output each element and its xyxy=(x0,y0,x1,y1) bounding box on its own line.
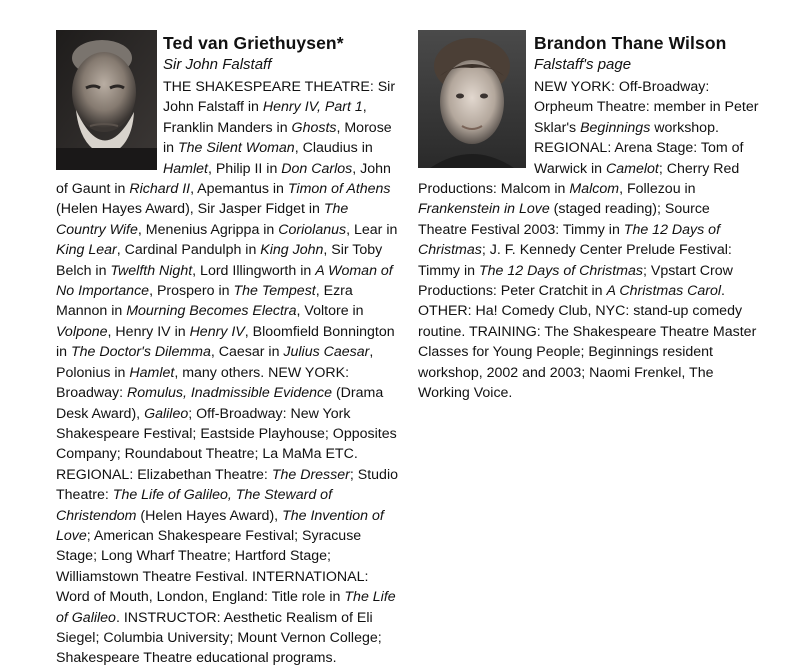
bio-text: , Prospero in xyxy=(149,283,234,300)
bio-text: , Lord Illingworth in xyxy=(192,262,316,279)
work-title: Volpone xyxy=(56,323,108,340)
work-title: Mourning Becomes Electra xyxy=(126,303,297,320)
bio-text: , Apemantus in xyxy=(190,181,288,198)
work-title: The Dresser xyxy=(271,466,350,483)
headshot-ted-van-griethuysen xyxy=(56,30,157,170)
work-title: Beginnings xyxy=(580,119,651,136)
bio-text: , Cardinal Pandulph in xyxy=(116,242,261,259)
work-title: Ghosts xyxy=(291,119,337,136)
bio-ted-van-griethuysen xyxy=(56,30,401,669)
bio-text: (Drama Desk Award), xyxy=(56,385,384,422)
work-title: The Life of Galileo xyxy=(56,589,396,626)
bio-text: , John of Gaunt in xyxy=(56,160,391,198)
bio-text: , Menenius Agrippa in xyxy=(137,221,279,238)
bio-text: ; Studio Theatre: xyxy=(56,466,398,504)
bio-text: , Franklin Manders in xyxy=(163,99,367,136)
bio-text: , Follezou in xyxy=(619,181,696,198)
work-title: The Doctor's Dilemma xyxy=(70,344,211,361)
bio-text: , Morose in xyxy=(163,119,392,157)
bio-text: ; American Shakespeare Festival; Syracuse Stage; Long Wharf Theatre; Hartford Stage; Williamstown Theatre Festival. INTERNATIONAL: Word of Mouth, London, England: Title role in xyxy=(56,527,369,606)
work-title: Timon of Athens xyxy=(287,181,391,198)
work-title: Coriolanus xyxy=(278,221,347,238)
bio-text: , Ezra Mannon in xyxy=(56,283,353,320)
work-title: Romulus, Inadmissible Evidence xyxy=(126,385,333,402)
work-title: Camelot xyxy=(606,160,659,177)
bio-text: , Henry IV in xyxy=(107,323,190,340)
bio-text: , Polonius in xyxy=(56,344,374,381)
performer-role: Falstaff's page xyxy=(534,56,632,73)
work-title: Hamlet xyxy=(129,364,175,381)
work-title: King Lear xyxy=(56,242,117,259)
work-title: Malcom xyxy=(569,181,620,198)
work-title: The Country Wife xyxy=(56,201,349,238)
work-title: Galileo xyxy=(144,405,189,422)
bio-text: ; Off-Broadway: New York Shakespeare Festival; Eastside Playhouse; Opposites Company; Roundabout Theatre; La MaMa ETC. REGIONAL: Elizabethan Theatre: xyxy=(56,405,397,483)
work-title: Don Carlos xyxy=(281,160,353,177)
bio-text: , Claudius in xyxy=(294,140,373,157)
work-title: The 12 Days of Christmas xyxy=(478,262,643,279)
bio-text: (staged reading); Source Theatre Festival 2003: Timmy in xyxy=(418,201,710,238)
bio-text: , Bloomfield Bonnington in xyxy=(56,323,395,361)
work-title: The 12 Days of Christmas xyxy=(418,221,721,259)
work-title: A Christmas Carol xyxy=(606,283,722,300)
work-title: Julius Caesar xyxy=(283,344,370,361)
bio-text: ; Vpstart Crow Productions: Peter Cratchit in xyxy=(418,262,733,300)
performer-role: Sir John Falstaff xyxy=(163,56,272,73)
work-title: Henry IV, Part 1 xyxy=(262,99,363,116)
work-title: Frankenstein in Love xyxy=(418,201,550,218)
bio-text: workshop. REGIONAL: Arena Stage: Tom of Warwick in xyxy=(534,119,744,177)
work-title: The Silent Woman xyxy=(177,140,295,157)
work-title: A Woman of No Importance xyxy=(56,262,393,300)
bio-text: THE SHAKESPEARE THEATRE: Sir John Falstaff in xyxy=(163,79,396,116)
bio-brandon-thane-wilson xyxy=(418,30,761,404)
headshot-ted-image xyxy=(56,30,157,170)
bio-text: , many others. NEW YORK: Broadway: xyxy=(56,364,350,402)
bio-text: , Philip II in xyxy=(207,160,282,177)
bio-text: ; J. F. Kennedy Center Prelude Festival: Timmy in xyxy=(418,242,732,279)
work-title: The Tempest xyxy=(233,283,316,300)
work-title: Henry IV xyxy=(189,323,245,340)
bio-text: NEW YORK: Off-Broadway: Orpheum Theatre: member in Peter Sklar's xyxy=(534,79,759,136)
performer-name: Brandon Thane Wilson xyxy=(534,33,727,53)
bio-text: . OTHER: Ha! Comedy Club, NYC: stand-up comedy routine. TRAINING: The Shakespeare Theatre Master Classes for Young People; Beginnings resident workshop, 2002 and 2003; Naomi Frenkel, The Working Voice. xyxy=(418,283,757,402)
work-title: Twelfth Night xyxy=(110,262,193,279)
headshot-brandon-thane-wilson xyxy=(418,30,526,168)
work-title: Hamlet xyxy=(163,160,208,177)
work-title: The Invention of Love xyxy=(56,507,384,544)
bio-text: , Lear in xyxy=(346,221,398,238)
bio-text: ; Cherry Red Productions: Malcom in xyxy=(418,160,740,198)
bio-text: . INSTRUCTOR: Aesthetic Realism of Eli Siegel; Columbia University; Mount Vernon College; Shakespeare Theatre educational programs. xyxy=(56,609,382,667)
work-title: King John xyxy=(260,242,324,259)
bio-text: , Sir Toby Belch in xyxy=(56,242,383,279)
work-title: Richard II xyxy=(129,181,191,198)
bio-text: , Caesar in xyxy=(210,344,284,361)
bio-text: (Helen Hayes Award), Sir Jasper Fidget in xyxy=(56,201,324,218)
bio-text: , Voltore in xyxy=(296,303,364,320)
work-title: The Life of Galileo, The Steward of Christendom xyxy=(56,487,333,524)
performer-name: Ted van Griethuysen* xyxy=(163,33,344,53)
headshot-brandon-image xyxy=(418,30,526,168)
bio-text: (Helen Hayes Award), xyxy=(136,507,283,524)
